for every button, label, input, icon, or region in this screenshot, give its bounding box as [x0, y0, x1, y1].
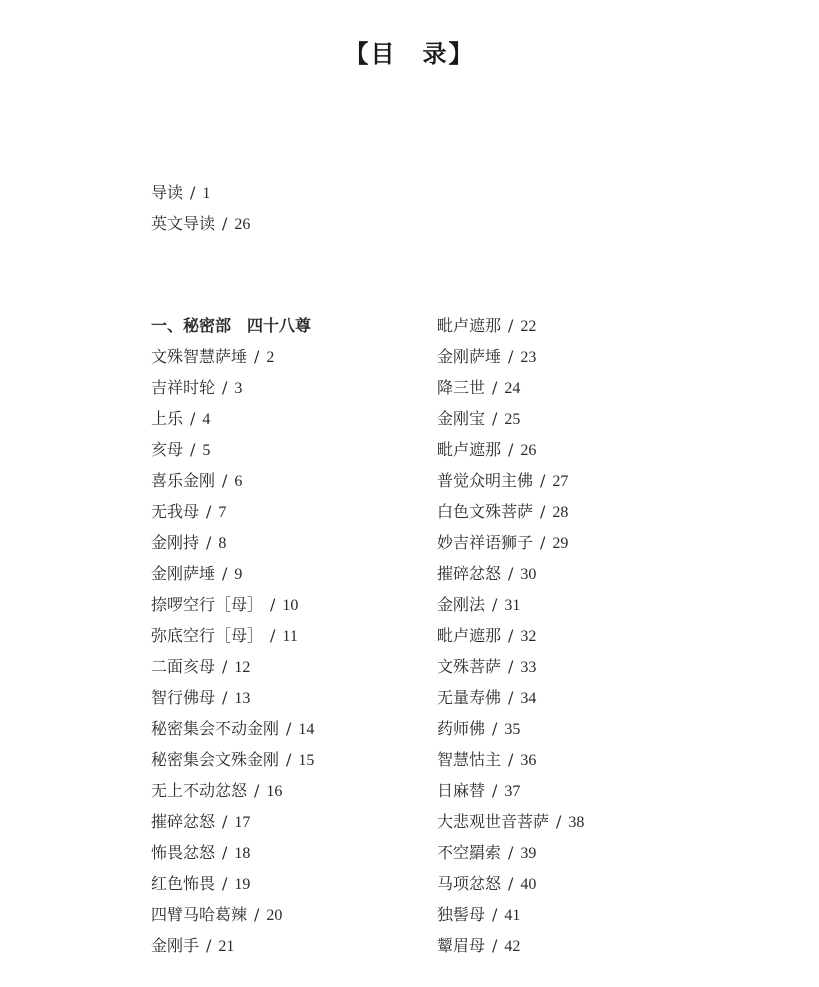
entry-page: 11	[282, 628, 298, 645]
entry-separator: /	[492, 781, 498, 800]
entry-name: 文殊智慧萨埵	[151, 347, 248, 366]
entry-separator: /	[254, 347, 260, 366]
entry-name: 金刚萨埵	[437, 347, 502, 366]
entry-name: 上乐	[151, 409, 184, 428]
entry-separator: /	[540, 502, 546, 521]
entry-separator: /	[286, 750, 292, 769]
entry-separator: /	[222, 843, 228, 862]
toc-entry[interactable]	[437, 468, 584, 499]
entry-separator: /	[508, 688, 514, 707]
toc-entry[interactable]	[151, 468, 314, 499]
entry-name: 秘密集会文殊金刚	[151, 750, 280, 769]
entry-page: 8	[218, 535, 227, 552]
toc-entry[interactable]	[437, 778, 584, 809]
toc-column-right	[437, 313, 584, 964]
toc-entry[interactable]	[437, 344, 584, 375]
entry-separator: /	[222, 471, 228, 490]
entry-name: 普觉众明主佛	[437, 471, 534, 490]
toc-entry[interactable]	[437, 623, 584, 654]
entry-separator: /	[508, 347, 514, 366]
entry-page: 27	[552, 473, 569, 490]
entry-name: 独髻母	[437, 905, 486, 924]
entry-separator: /	[508, 316, 514, 335]
entry-page: 16	[266, 783, 283, 800]
entry-name: 摧碎忿怒	[437, 564, 502, 583]
entry-page: 33	[520, 659, 537, 676]
entry-name: 导读	[151, 183, 184, 202]
entry-page: 7	[218, 504, 227, 521]
entry-separator: /	[254, 781, 260, 800]
entry-page: 4	[202, 411, 211, 428]
toc-entry[interactable]	[151, 933, 314, 964]
entry-name: 文殊菩萨	[437, 657, 502, 676]
entry-page: 13	[234, 690, 251, 707]
toc-entry[interactable]	[151, 499, 314, 530]
toc-entry-english-intro[interactable]	[151, 211, 250, 242]
entry-page: 28	[552, 504, 569, 521]
entry-name: 颦眉母	[437, 936, 486, 955]
entry-name: 英文导读	[151, 214, 216, 233]
toc-entry[interactable]	[437, 375, 584, 406]
toc-entry[interactable]	[151, 406, 314, 437]
entry-name: 智慧怙主	[437, 750, 502, 769]
entry-name: 金刚萨埵	[151, 564, 216, 583]
entry-separator: /	[222, 564, 228, 583]
entry-name: 金刚手	[151, 936, 200, 955]
toc-entry[interactable]	[151, 375, 314, 406]
entry-name: 大悲观世音菩萨	[437, 812, 550, 831]
toc-entry[interactable]	[437, 747, 584, 778]
toc-entry[interactable]	[151, 530, 314, 561]
entry-page: 42	[504, 938, 521, 955]
entry-name: 马项忿怒	[437, 874, 502, 893]
toc-entry[interactable]	[437, 933, 584, 964]
entry-name: 弥底空行［母］	[151, 626, 264, 645]
entry-separator: /	[492, 378, 498, 397]
section-heading	[151, 313, 314, 344]
entry-page: 32	[520, 628, 537, 645]
entry-page: 31	[504, 597, 521, 614]
toc-entry[interactable]	[437, 871, 584, 902]
entry-separator: /	[286, 719, 292, 738]
entry-name: 日麻替	[437, 781, 486, 800]
entry-page: 19	[234, 876, 251, 893]
toc-entry[interactable]	[151, 437, 314, 468]
entry-separator: /	[508, 440, 514, 459]
entry-page: 40	[520, 876, 537, 893]
entry-separator: /	[492, 905, 498, 924]
entry-separator: /	[222, 378, 228, 397]
entry-separator: /	[492, 595, 498, 614]
toc-entry-intro[interactable]	[151, 180, 250, 211]
toc-entry[interactable]	[151, 871, 314, 902]
toc-entry[interactable]	[437, 592, 584, 623]
entry-name: 金刚持	[151, 533, 200, 552]
left-entry-list	[151, 344, 314, 964]
entry-name: 毗卢遮那	[437, 626, 502, 645]
entry-separator: /	[206, 502, 212, 521]
entry-separator: /	[508, 626, 514, 645]
right-entry-list	[437, 313, 584, 964]
entry-separator: /	[206, 936, 212, 955]
title-close-bracket: 】	[448, 39, 475, 68]
entry-name: 降三世	[437, 378, 486, 397]
entry-name: 白色文殊菩萨	[437, 502, 534, 521]
toc-entry[interactable]	[151, 654, 314, 685]
entry-page: 26	[234, 216, 251, 233]
entry-separator: /	[556, 812, 562, 831]
entry-page: 26	[520, 442, 537, 459]
entry-separator: /	[206, 533, 212, 552]
entry-separator: /	[222, 657, 228, 676]
toc-entry[interactable]	[437, 437, 584, 468]
intro-list	[151, 180, 250, 242]
entry-separator: /	[190, 440, 196, 459]
toc-entry[interactable]	[437, 654, 584, 685]
title-open-bracket: 【	[344, 39, 371, 68]
entry-separator: /	[508, 657, 514, 676]
entry-name: 无上不动忿怒	[151, 781, 248, 800]
section-count: 四十八尊	[247, 316, 312, 335]
entry-page: 21	[218, 938, 235, 955]
entry-name: 红色怖畏	[151, 874, 216, 893]
toc-entry[interactable]	[151, 685, 314, 716]
toc-entry[interactable]	[437, 499, 584, 530]
toc-entry[interactable]	[437, 313, 584, 344]
entry-separator: /	[222, 214, 228, 233]
entry-separator: /	[492, 719, 498, 738]
entry-name: 无量寿佛	[437, 688, 502, 707]
entry-name: 金刚宝	[437, 409, 486, 428]
entry-page: 24	[504, 380, 521, 397]
entry-name: 无我母	[151, 502, 200, 521]
toc-entry[interactable]	[437, 809, 584, 840]
entry-separator: /	[508, 750, 514, 769]
entry-name: 吉祥时轮	[151, 378, 216, 397]
toc-entry[interactable]	[437, 716, 584, 747]
toc-entry[interactable]	[151, 344, 314, 375]
toc-entry[interactable]	[151, 592, 314, 623]
entry-page: 39	[520, 845, 537, 862]
entry-page: 1	[202, 185, 211, 202]
entry-separator: /	[540, 471, 546, 490]
entry-page: 23	[520, 349, 537, 366]
toc-entry[interactable]	[437, 561, 584, 592]
entry-page: 29	[552, 535, 569, 552]
entry-separator: /	[222, 874, 228, 893]
toc-entry[interactable]	[437, 406, 584, 437]
entry-page: 35	[504, 721, 521, 738]
entry-separator: /	[270, 626, 276, 645]
entry-separator: /	[540, 533, 546, 552]
toc-column-left	[151, 313, 314, 964]
entry-name: 怖畏忿怒	[151, 843, 216, 862]
toc-entry[interactable]	[437, 530, 584, 561]
entry-page: 15	[298, 752, 315, 769]
toc-entry[interactable]	[151, 840, 314, 871]
entry-page: 30	[520, 566, 537, 583]
title-char-lu: 录	[422, 39, 449, 68]
entry-page: 22	[520, 318, 537, 335]
entry-name: 捺啰空行［母］	[151, 595, 264, 614]
entry-name: 二面亥母	[151, 657, 216, 676]
title-char-mu: 目	[370, 39, 397, 68]
entry-name: 妙吉祥语狮子	[437, 533, 534, 552]
entry-separator: /	[222, 812, 228, 831]
entry-name: 毗卢遮那	[437, 316, 502, 335]
entry-separator: /	[222, 688, 228, 707]
entry-separator: /	[508, 564, 514, 583]
toc-entry[interactable]	[437, 685, 584, 716]
toc-entry[interactable]	[151, 561, 314, 592]
entry-name: 秘密集会不动金刚	[151, 719, 280, 738]
toc-entry[interactable]	[151, 623, 314, 654]
section-label: 一、秘密部	[151, 316, 232, 335]
entry-page: 18	[234, 845, 251, 862]
toc-entry[interactable]	[151, 778, 314, 809]
entry-page: 12	[234, 659, 251, 676]
entry-name: 智行佛母	[151, 688, 216, 707]
toc-entry[interactable]	[151, 902, 314, 933]
entry-page: 34	[520, 690, 537, 707]
entry-name: 四臂马哈葛辣	[151, 905, 248, 924]
entry-page: 37	[504, 783, 521, 800]
entry-page: 17	[234, 814, 251, 831]
entry-separator: /	[492, 936, 498, 955]
entry-name: 摧碎忿怒	[151, 812, 216, 831]
entry-page: 3	[234, 380, 243, 397]
entry-separator: /	[190, 183, 196, 202]
entry-name: 金刚法	[437, 595, 486, 614]
entry-page: 2	[266, 349, 275, 366]
entry-separator: /	[270, 595, 276, 614]
entry-page: 41	[504, 907, 521, 924]
entry-separator: /	[190, 409, 196, 428]
entry-name: 毗卢遮那	[437, 440, 502, 459]
entry-page: 14	[298, 721, 315, 738]
entry-page: 10	[282, 597, 299, 614]
toc-entry[interactable]	[151, 716, 314, 747]
entry-name: 药师佛	[437, 719, 486, 738]
entry-separator: /	[492, 409, 498, 428]
toc-entry[interactable]	[151, 809, 314, 840]
entry-page: 5	[202, 442, 211, 459]
entry-page: 25	[504, 411, 521, 428]
page-title	[0, 34, 819, 69]
entry-page: 20	[266, 907, 283, 924]
entry-name: 不空羂索	[437, 843, 502, 862]
entry-page: 6	[234, 473, 243, 490]
entry-name: 喜乐金刚	[151, 471, 216, 490]
entry-separator: /	[508, 874, 514, 893]
toc-entry[interactable]	[437, 902, 584, 933]
entry-page: 36	[520, 752, 537, 769]
entry-page: 38	[568, 814, 585, 831]
entry-separator: /	[508, 843, 514, 862]
toc-entry[interactable]	[151, 747, 314, 778]
entry-page: 9	[234, 566, 243, 583]
entry-separator: /	[254, 905, 260, 924]
toc-entry[interactable]	[437, 840, 584, 871]
entry-name: 亥母	[151, 440, 184, 459]
